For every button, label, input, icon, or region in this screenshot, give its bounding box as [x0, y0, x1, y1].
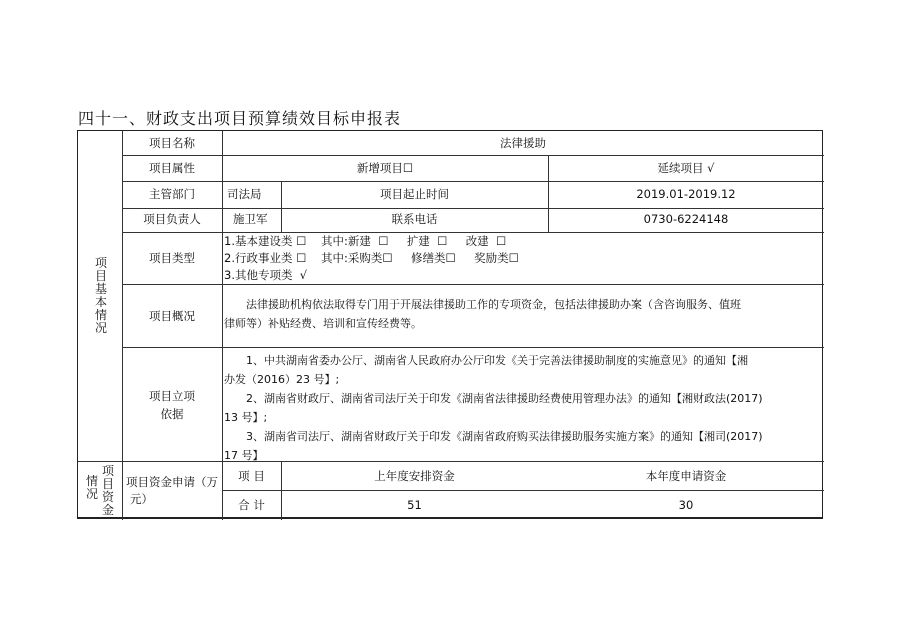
type-line-2: 2.行政事业类 ☐ 其中:采购类☐ 修缮类☐ 奖励类☐ [224, 251, 519, 265]
phone-value: 0730-6224148 [643, 212, 729, 226]
project-name-value: 法律援助 [500, 136, 546, 150]
funds-request-label-line-1: 项目资金申请（万 [126, 475, 218, 489]
overview-text [224, 295, 822, 333]
leader-value: 施卫军 [233, 212, 268, 226]
funds-curr-header: 本年度申请资金 [645, 469, 727, 483]
project-name-label: 项目名称 [149, 136, 195, 150]
basis-line: 17 号】 [224, 449, 264, 462]
funds-prev-value: 51 [407, 498, 422, 512]
basis-line: 3、湖南省司法厅、湖南省财政厅关于印发《湖南省政府购买法律援助服务实施方案》的通知【湘司(2017) [246, 430, 763, 443]
funds-request-label [122, 474, 222, 508]
basis-text [224, 351, 822, 465]
row-divider [222, 490, 824, 491]
basis-line: 1、中共湖南省委办公厅、湖南省人民政府办公厅印发《关于完善法律援助制度的实施意见》的通知【湘 [246, 354, 748, 367]
section-funds-label-b: 情 况 [85, 474, 98, 501]
funds-item-header: 项 目 [238, 469, 265, 483]
row-divider [122, 181, 824, 182]
overview-line-2: 律师等）补贴经费、培训和宣传经费等。 [224, 317, 422, 330]
overview-label: 项目概况 [149, 309, 195, 323]
col-divider [222, 131, 223, 520]
section-funds-label-a: 项 目 资 金 [101, 464, 114, 517]
basis-line: 13 号】; [224, 411, 268, 424]
funds-curr-value: 30 [678, 498, 694, 512]
phone-label: 联系电话 [391, 212, 438, 226]
funds-prev-header: 上年度安排资金 [374, 469, 455, 483]
basis-label-line-2: 依据 [160, 407, 184, 421]
basis-line: 办发（2016）23 号】; [224, 373, 340, 386]
basis-line: 2、湖南省财政厅、湖南省司法厅关于印发《湖南省法律援助经费使用管理办法》的通知【湘财政法(2017) [246, 392, 763, 405]
row-divider [122, 284, 824, 285]
period-value: 2019.01-2019.12 [636, 187, 736, 201]
funds-total-label: 合 计 [238, 498, 265, 512]
overview-line-1: 法律援助机构依法取得专门用于开展法律援助工作的专项资金，包括法律援助办案（含咨询服务、值班 [246, 298, 741, 311]
page-title: 四十一、财政支出项目预算绩效目标申报表 [78, 109, 402, 128]
project-attribute-label: 项目属性 [149, 161, 195, 175]
row-divider [122, 347, 824, 348]
dept-label: 主管部门 [149, 187, 195, 201]
attribute-continuing-option: 延续项目 √ [657, 161, 715, 175]
funds-request-label-line-2: 元） [130, 492, 153, 506]
dept-value: 司法局 [227, 187, 262, 201]
basis-label [122, 387, 222, 423]
period-label: 项目起止时间 [380, 187, 449, 201]
project-type-options [224, 233, 519, 284]
row-divider [122, 208, 824, 209]
attribute-new-option: 新增项目☐ [356, 161, 414, 175]
row-divider [122, 155, 824, 156]
type-line-1: 1.基本建设类 ☐ 其中:新建 ☐ 扩建 ☐ 改建 ☐ [224, 234, 507, 248]
section-basic-label: 项 目 基 本 情 况 [94, 256, 107, 335]
budget-form-table [77, 130, 823, 519]
leader-label: 项目负责人 [143, 212, 201, 226]
basis-label-line-1: 项目立项 [149, 389, 195, 403]
project-type-label: 项目类型 [149, 251, 195, 265]
type-line-3: 3.其他专项类 √ [224, 268, 308, 282]
